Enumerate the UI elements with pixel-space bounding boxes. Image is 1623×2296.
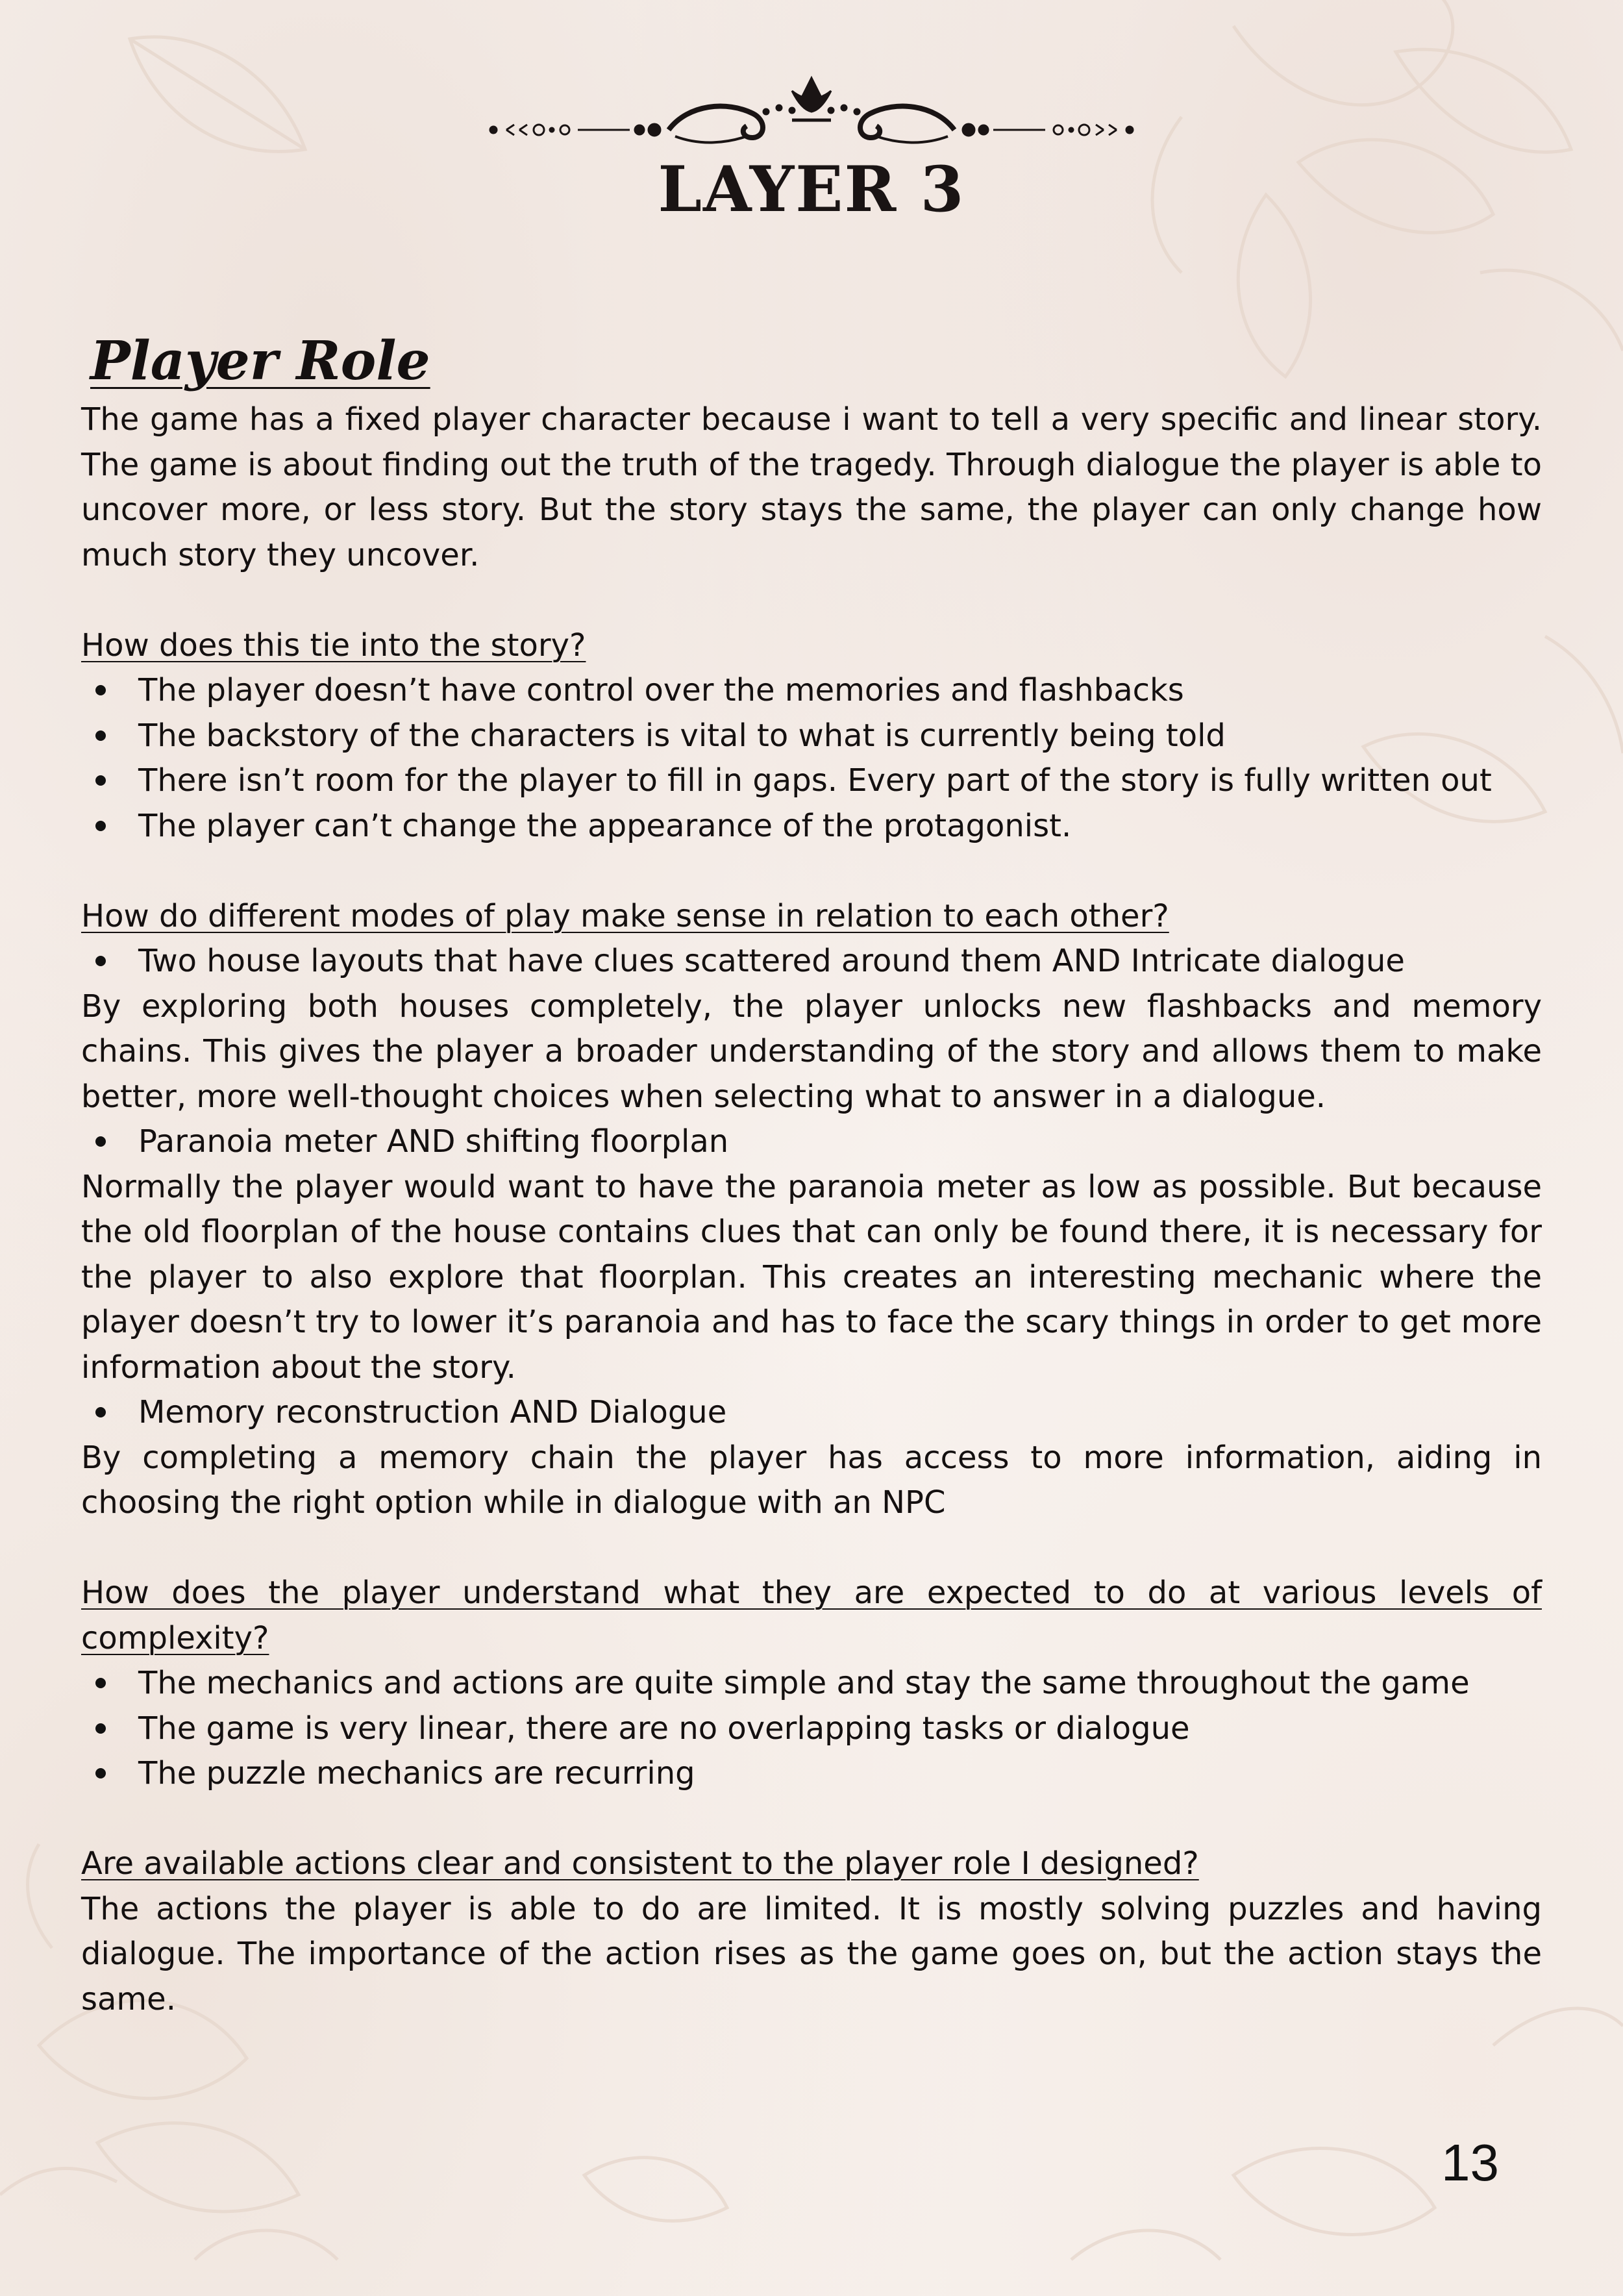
complexity-bullet-list: [81, 1661, 1542, 1797]
list-item: The puzzle mechanics are recurring: [81, 1751, 1542, 1797]
story-bullet-list: [81, 668, 1542, 849]
header-ornament: [480, 65, 1143, 162]
section-title: Player Role: [90, 330, 430, 392]
list-item: The player doesn’t have control over the memories and flashbacks: [81, 668, 1542, 714]
list-item: Two house layouts that have clues scattered around them AND Intricate dialogue: [81, 939, 1542, 984]
modes-paragraph: Normally the player would want to have the paranoia meter as low as possible. But because the old floorplan of the house contains clues that can only be found there, it is necessary for the player to also explore that floorplan. This creates an interesting mechanic where the player doesn’t try to lower it’s paranoia and has to face the scary things in order to get more information about the story.: [81, 1168, 1542, 1386]
list-item: The mechanics and actions are quite simple and stay the same throughout the game: [81, 1661, 1542, 1706]
list-item: The game is very linear, there are no overlapping tasks or dialogue: [81, 1706, 1542, 1752]
modes-list: [81, 1119, 1542, 1165]
list-item: The backstory of the characters is vital to what is currently being told: [81, 714, 1542, 759]
page-number: 13: [1441, 2134, 1499, 2191]
modes-list: [81, 1390, 1542, 1436]
question-heading-story: How does this tie into the story?: [81, 627, 586, 664]
list-item: The player can’t change the appearance of the protagonist.: [81, 804, 1542, 849]
question-heading-complexity: How does the player understand what they are expected to do at various levels of complexity?: [81, 1575, 1542, 1656]
list-item: There isn’t room for the player to fill in gaps. Every part of the story is fully written out: [81, 758, 1542, 804]
question-heading-actions: Are available actions clear and consistent to the player role I designed?: [81, 1845, 1199, 1882]
actions-paragraph: The actions the player is able to do are limited. It is mostly solving puzzles and having dialogue. The importance of the action rises as the game goes on, but the action stays the same.: [81, 1890, 1542, 2017]
document-body: [81, 325, 1542, 2022]
modes-paragraph: By exploring both houses completely, the player unlocks new flashbacks and memory chains. This gives the player a broader understanding of the story and allows them to make better, more well-thought choices when selecting what to answer in a dialogue.: [81, 988, 1542, 1115]
modes-list: [81, 939, 1542, 984]
modes-paragraph: By completing a memory chain the player has access to more information, aiding in choosing the right option while in dialogue with an NPC: [81, 1439, 1542, 1521]
layer-title: LAYER 3: [658, 153, 965, 226]
list-item: Paranoia meter AND shifting floorplan: [81, 1119, 1542, 1165]
question-heading-modes: How do different modes of play make sense in relation to each other?: [81, 897, 1169, 934]
intro-paragraph: The game has a fixed player character because i want to tell a very specific and linear story. The game is about finding out the truth of the tragedy. Through dialogue the player is able to uncover more, or less story. But the story stays the same, the player can only change how much story they uncover.: [81, 401, 1542, 573]
list-item: Memory reconstruction AND Dialogue: [81, 1390, 1542, 1436]
